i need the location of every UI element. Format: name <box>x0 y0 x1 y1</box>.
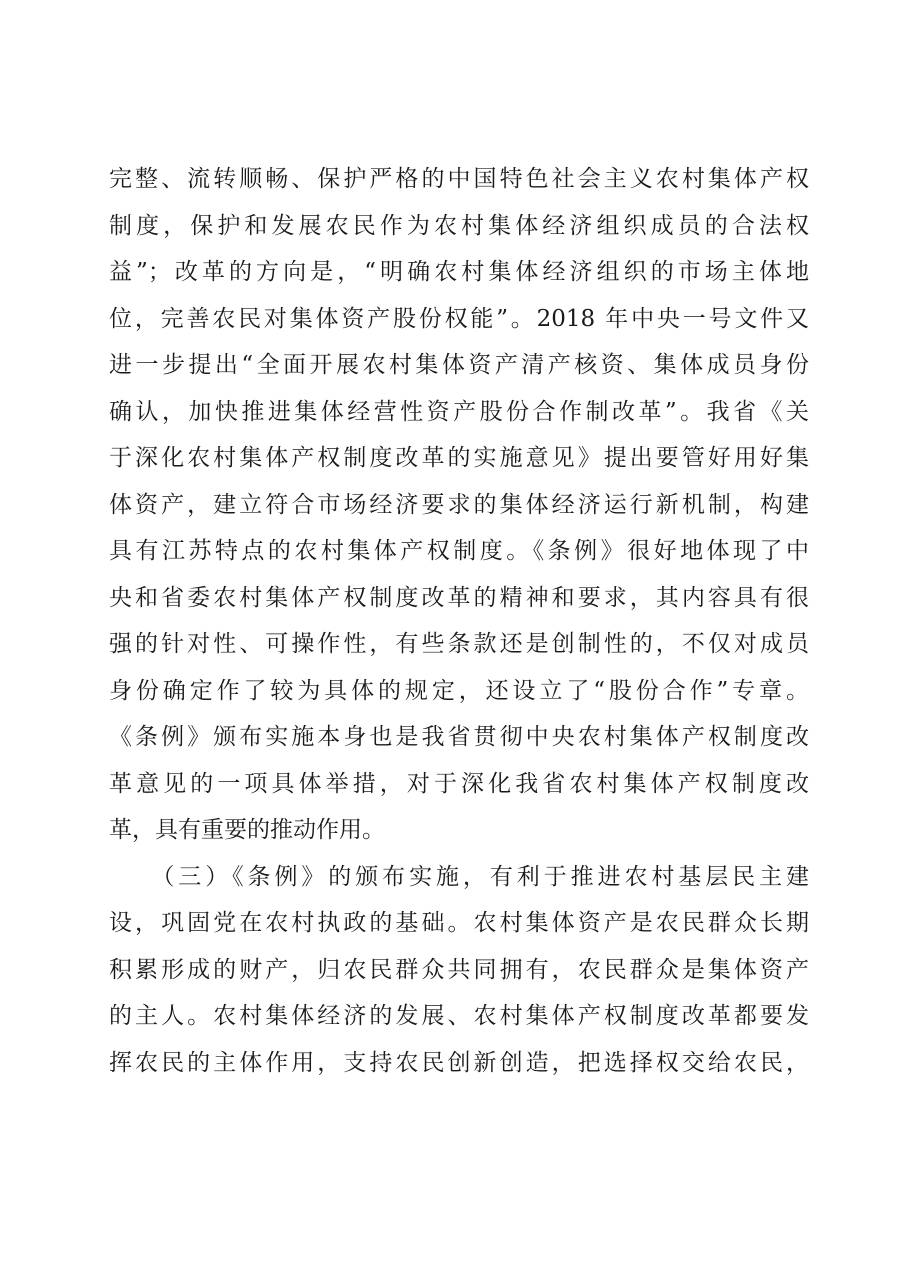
text-line: 体资产，建立符合市场经济要求的集体经济运行新机制，构建 <box>109 491 809 518</box>
paragraph-2 <box>109 854 809 1087</box>
text-line: 确认，加快推进集体经营性资产股份合作制改革”。我省《关 <box>109 398 809 425</box>
text-line: 具有江苏特点的农村集体产权制度。《条例》很好地体现了中 <box>109 538 809 564</box>
text-line: 益”；改革的方向是，“明确农村集体经济组织的市场主体地 <box>109 259 809 285</box>
text-line: 位，完善农民对集体资产股份权能”。2018 年中央一号文件又 <box>109 305 809 332</box>
text-line: 的主人。农村集体经济的发展、农村集体产权制度改革都要发 <box>109 1003 809 1029</box>
text-line: 完整、流转顺畅、保护严格的中国特色社会主义农村集体产权 <box>109 166 809 192</box>
text-line: 身份确定作了较为具体的规定，还设立了“股份合作”专章。 <box>109 677 809 704</box>
text-line: 挥农民的主体作用，支持农民创新创造，把选择权交给农民， <box>109 1049 809 1076</box>
text-line: 于深化农村集体产权制度改革的实施意见》提出要管好用好集 <box>109 445 809 471</box>
text-line: 革意见的一项具体举措，对于深化我省农村集体产权制度改 <box>109 770 809 797</box>
text-line: 《条例》颁布实施本身也是我省贯彻中央农村集体产权制度改 <box>109 724 809 750</box>
text-line: 设，巩固党在农村执政的基础。农村集体资产是农民群众长期 <box>109 910 809 936</box>
text-line: 强的针对性、可操作性，有些条款还是创制性的，不仅对成员 <box>109 631 809 657</box>
text-line: （三）《条例》的颁布实施，有利于推进农村基层民主建 <box>109 863 809 890</box>
text-line: 革，具有重要的推动作用。 <box>109 817 385 843</box>
text-line: 制度，保护和发展农民作为农村集体经济组织成员的合法权 <box>109 212 809 239</box>
text-line: 进一步提出“全面开展农村集体资产清产核资、集体成员身份 <box>109 352 809 378</box>
text-line: 央和省委农村集体产权制度改革的精神和要求，其内容具有很 <box>109 584 809 611</box>
text-line: 积累形成的财产，归农民群众共同拥有，农民群众是集体资产 <box>109 956 809 983</box>
document-body <box>109 156 809 1086</box>
paragraph-1 <box>109 156 809 854</box>
